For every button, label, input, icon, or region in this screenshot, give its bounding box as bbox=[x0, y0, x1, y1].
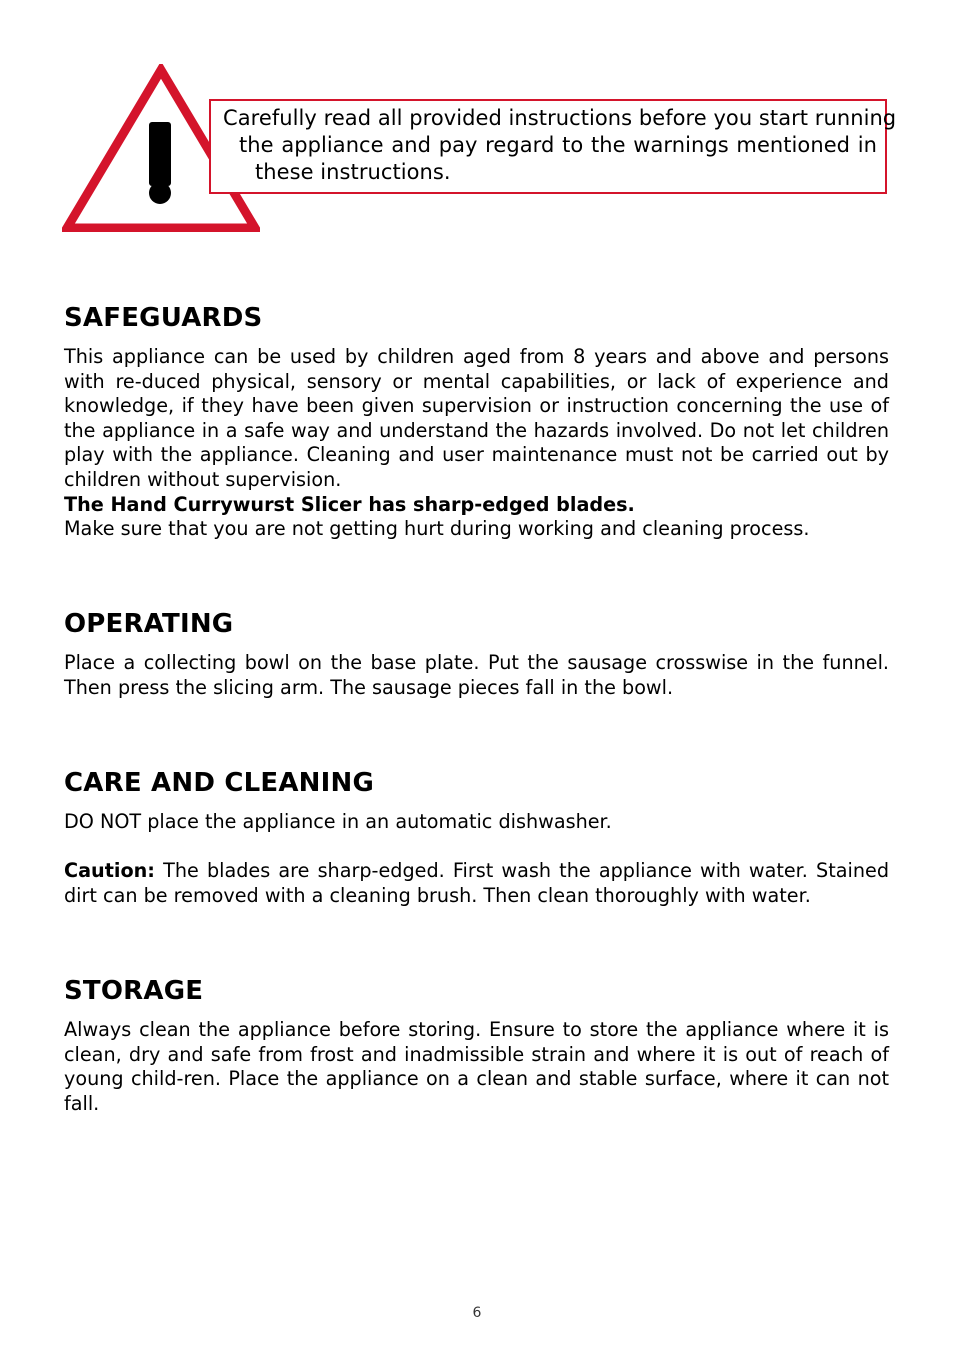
caution-label: Caution: bbox=[64, 859, 155, 882]
blades-warning-paragraph: Make sure that you are not getting hurt during working and cleaning process. bbox=[64, 517, 810, 540]
exclamation-dot bbox=[149, 182, 171, 204]
operating-heading: OPERATING bbox=[64, 609, 234, 639]
warning-text-line-3: these instructions. bbox=[255, 160, 451, 184]
warning-notice-box bbox=[209, 99, 897, 194]
exclamation-bar bbox=[149, 122, 171, 186]
caution-text: The blades are sharp-edged. First wash the appliance with water. Stained dirt can be removed with a cleaning brush. Then clean thoroughly with water. bbox=[64, 859, 889, 907]
blades-warning-heading: The Hand Currywurst Slicer has sharp-edged blades. bbox=[64, 493, 635, 516]
safeguards-heading: SAFEGUARDS bbox=[64, 303, 263, 333]
warning-text-line-1: Carefully read all provided instructions before you start running bbox=[223, 106, 897, 130]
care-dishwasher-paragraph: DO NOT place the appliance in an automatic dishwasher. bbox=[64, 810, 612, 833]
warning-text-line-2: the appliance and pay regard to the warnings mentioned in bbox=[239, 133, 877, 157]
storage-paragraph: Always clean the appliance before storing. Ensure to store the appliance where it is clean, dry and safe from frost and inadmissible strain and where it is out of reach of young child-ren. Place the appliance on a clean and stable surface, where it can not fall. bbox=[64, 1018, 889, 1115]
care-and-cleaning-heading: CARE AND CLEANING bbox=[64, 768, 375, 798]
page-number: 6 bbox=[472, 1305, 482, 1321]
care-caution-paragraph bbox=[64, 859, 889, 908]
operating-paragraph: Place a collecting bowl on the base plate. Put the sausage crosswise in the funnel. Then press the slicing arm. The sausage pieces fall in the bowl. bbox=[64, 651, 889, 699]
storage-heading: STORAGE bbox=[64, 976, 204, 1006]
safeguards-paragraph: This appliance can be used by children aged from 8 years and above and persons with re-duced physical, sensory or mental capabilities, or lack of experience and knowledge, if they have been given supervision or instruction concerning the use of the appliance in a safe way and understand the hazards involved. Do not let children play with the appliance. Cleaning and user maintenance must not be carried out by children without supervision. bbox=[64, 345, 889, 491]
